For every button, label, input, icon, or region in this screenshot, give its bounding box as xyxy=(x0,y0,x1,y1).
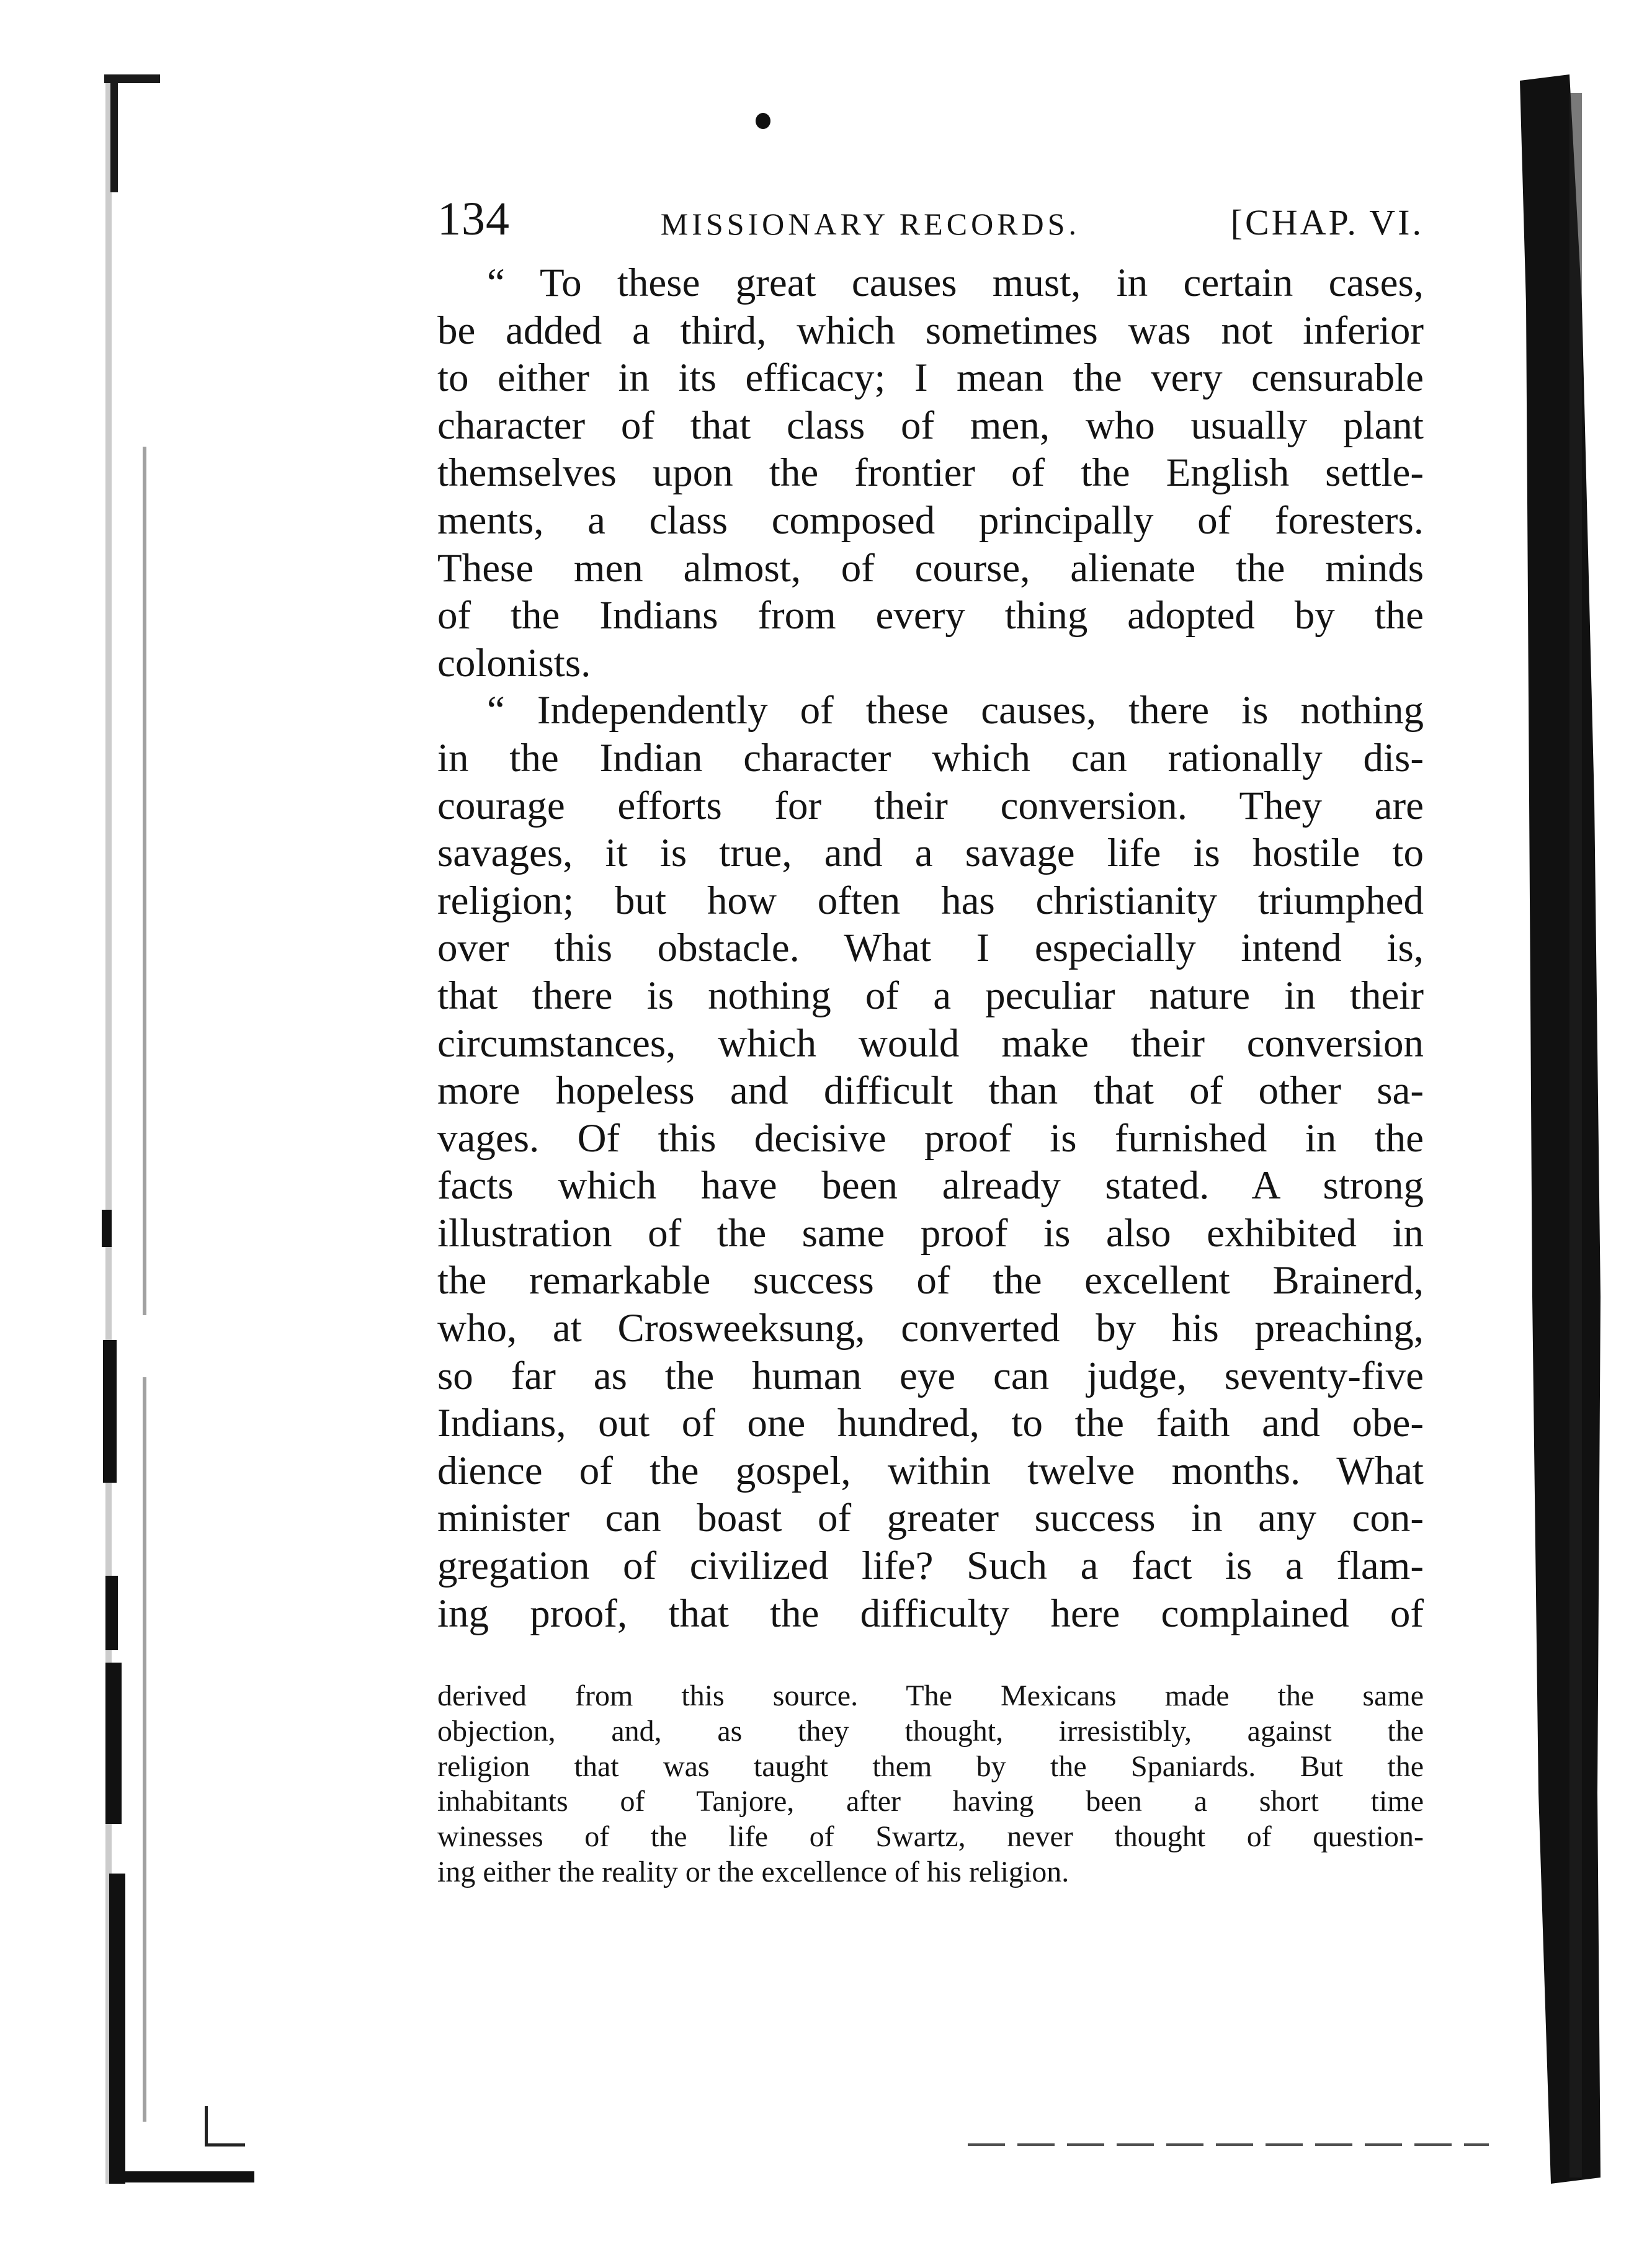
body-text xyxy=(437,259,1424,1637)
body-line: These men almost, of course, alienate the minds xyxy=(437,545,1424,591)
body-line: character of that class of men, who usually plant xyxy=(437,403,1424,448)
body-line: gregation of civilized life? Such a fact is a flam- xyxy=(437,1543,1424,1589)
body-line: religion; but how often has christianity triumphed xyxy=(437,878,1424,923)
bottom-scan-line xyxy=(968,2143,1489,2146)
body-line: “ To these great causes must, in certain cases, xyxy=(487,261,1424,305)
body-line: illustration of the same proof is also exhibited in xyxy=(437,1210,1424,1256)
running-header xyxy=(437,192,1424,248)
body-line: be added a third, which sometimes was not inferior xyxy=(437,308,1424,353)
chapter-label: [CHAP. VI. xyxy=(1230,202,1424,243)
body-line: circumstances, which would make their conversion xyxy=(437,1021,1424,1066)
body-line: minister can boast of greater success in any con- xyxy=(437,1496,1424,1541)
running-title: MISSIONARY RECORDS. xyxy=(660,207,1080,241)
body-line: savages, it is true, and a savage life is hostile to xyxy=(437,831,1424,876)
body-line: themselves upon the frontier of the English settle- xyxy=(437,450,1424,496)
footnote-line: religion that was taught them by the Spaniards. But the xyxy=(437,1749,1424,1783)
body-line: that there is nothing of a peculiar nature in their xyxy=(437,973,1424,1018)
body-line: “ Independently of these causes, there is nothing xyxy=(487,688,1424,733)
footnote xyxy=(437,1679,1424,1890)
right-edge-scan-shadow xyxy=(1476,56,1625,2202)
footnote-line: winesses of the life of Swartz, never thought of question- xyxy=(437,1820,1424,1854)
footnote-line: derived from this source. The Mexicans made the same xyxy=(437,1679,1424,1712)
bottom-corner-mark xyxy=(205,2106,245,2146)
body-line: who, at Crosweeksung, converted by his preaching, xyxy=(437,1306,1424,1351)
ink-dot xyxy=(756,113,770,129)
body-line: colonists. xyxy=(437,640,591,686)
body-line: to either in its efficacy; I mean the very censurable xyxy=(437,355,1424,401)
body-line: facts which have been already stated. A strong xyxy=(437,1163,1424,1208)
body-line: courage efforts for their conversion. They are xyxy=(437,783,1424,828)
page-number: 134 xyxy=(437,193,510,245)
body-line: vages. Of this decisive proof is furnished in the xyxy=(437,1115,1424,1161)
body-line: ments, a class composed principally of foresters. xyxy=(437,498,1424,543)
body-line: the remarkable success of the excellent Brainerd, xyxy=(437,1258,1424,1303)
body-line: so far as the human eye can judge, seventy-five xyxy=(437,1353,1424,1398)
footnote-line: objection, and, as they thought, irresistibly, against the xyxy=(437,1714,1424,1748)
footnote-line: ing either the reality or the excellence of his religion. xyxy=(437,1855,1069,1888)
body-line: of the Indians from every thing adopted by the xyxy=(437,593,1424,638)
body-line: in the Indian character which can rationally dis- xyxy=(437,735,1424,780)
footnote-line: inhabitants of Tanjore, after having been a short time xyxy=(437,1785,1424,1818)
body-line: over this obstacle. What I especially intend is, xyxy=(437,926,1424,971)
body-line: Indians, out of one hundred, to the faith and obe- xyxy=(437,1401,1424,1446)
body-line: dience of the gospel, within twelve months. What xyxy=(437,1448,1424,1493)
body-line: more hopeless and difficult than that of other sa- xyxy=(437,1068,1424,1114)
body-line: ing proof, that the difficulty here complained of xyxy=(437,1591,1424,1636)
left-edge-scan-marks xyxy=(93,74,329,2196)
